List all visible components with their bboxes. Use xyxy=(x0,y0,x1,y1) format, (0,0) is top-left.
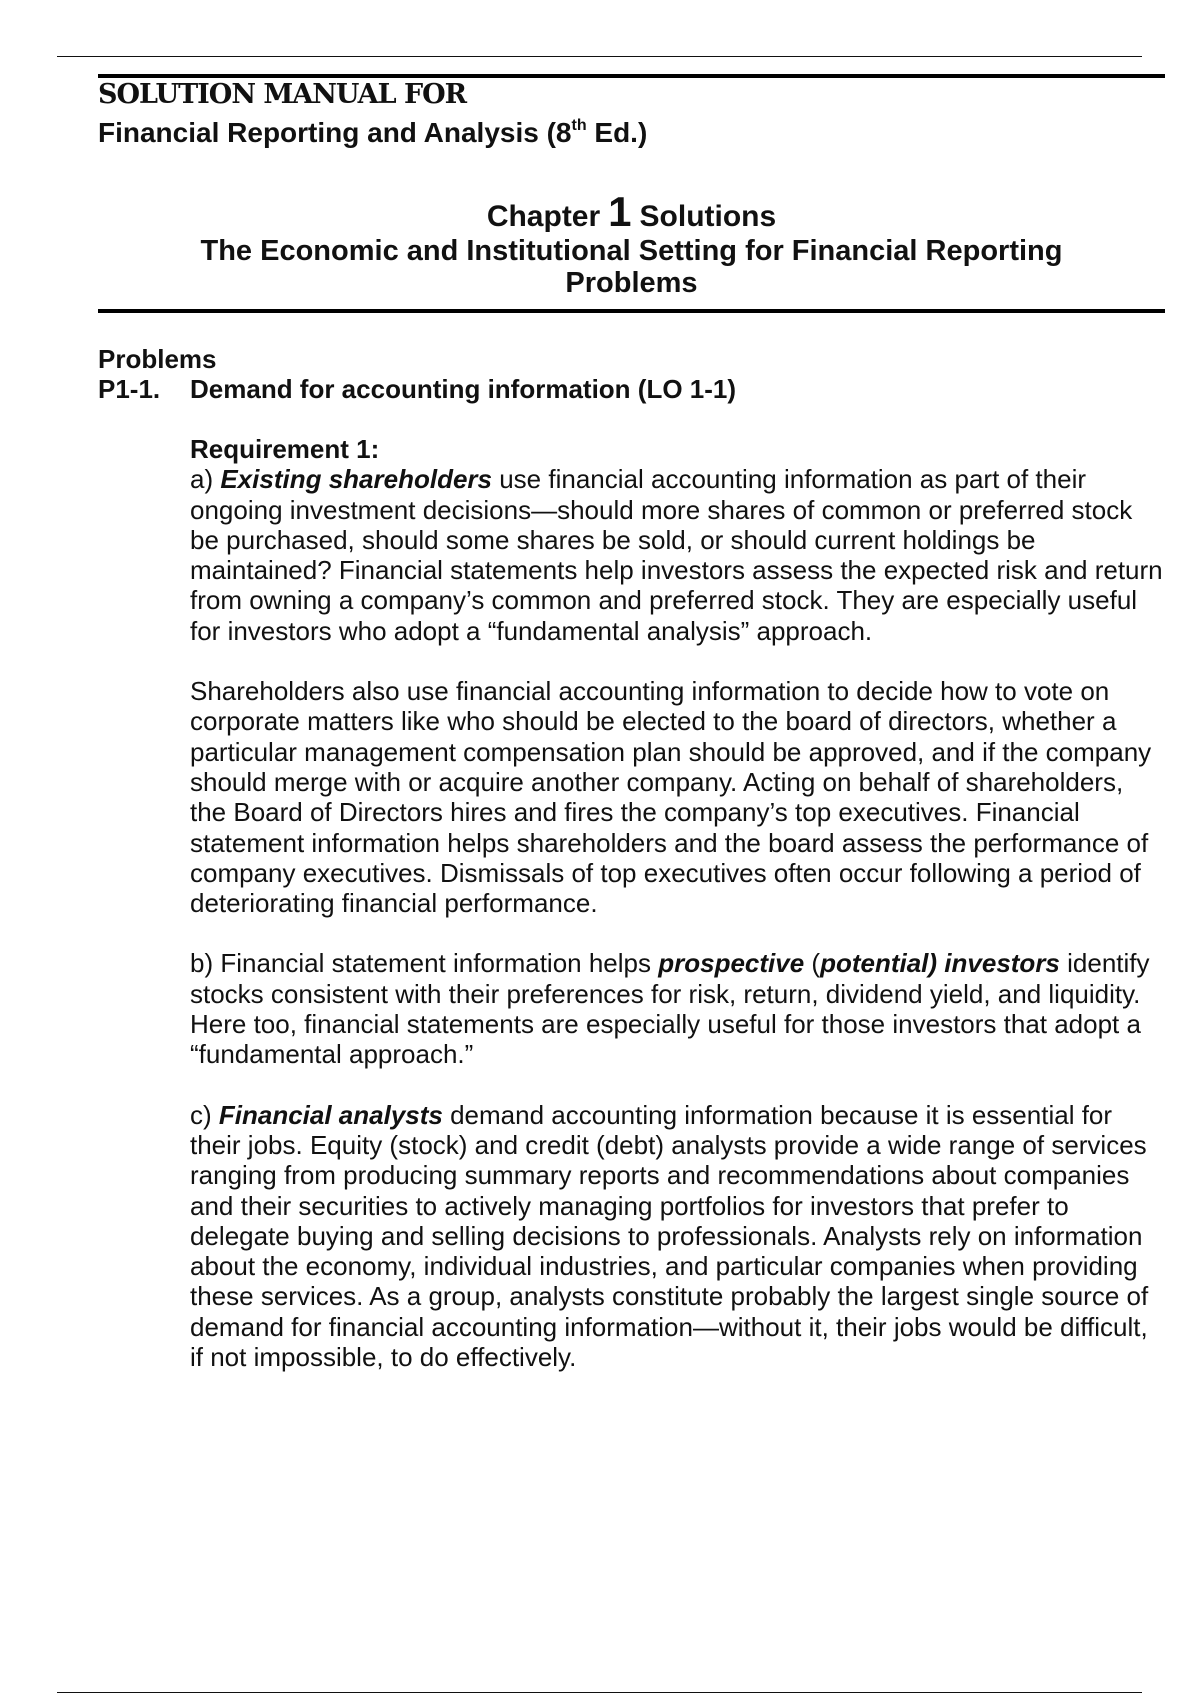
paragraph-a2: Shareholders also use financial accounting information to decide how to vote on corporate matters like who should be elected to the board of directors, whether a particular management compensation plan should be approved, and if the company should merge with or acquire another company. Acting on behalf of shareholders, the Board of Directors hires and fires the company’s top executives. Financial statement information helps shareholders and the board assess the performance of company executives. Dismissals of top executives often occur following a period of deteriorating financial performance. xyxy=(190,676,1152,919)
book-title xyxy=(98,108,647,151)
chapter-label: Chapter xyxy=(486,200,601,233)
section-label: Problems xyxy=(98,344,217,374)
paragraph-b xyxy=(190,948,1165,1069)
bottom-divider xyxy=(57,1692,1142,1693)
manual-title: SOLUTION MANUAL FOR xyxy=(98,79,467,110)
paragraph-b-paren: ( xyxy=(804,948,821,979)
paragraph-c-text: demand accounting information because it is essential for their jobs. Equity (stock) and credit (debt) analysts provide a wide range of services ranging from producing summary reports and recommendations about companies and their securities to actively managing portfolios for investors that prefer to delegate buying and selling decisions to professionals. Analysts rely on information about the economy, individual industries, and particular companies when providing these services. As a group, analysts constitute probably the largest single source of demand for financial accounting information—without it, their jobs would be difficult, if not impossible, to do effectively. xyxy=(190,1099,1149,1373)
paragraph-b-emphasis-2: potential) investors xyxy=(820,948,1060,979)
chapter-rule xyxy=(98,309,1165,313)
problem-heading xyxy=(98,374,736,404)
chapter-number: 1 xyxy=(608,188,632,235)
chapter-solutions-label: Solutions xyxy=(639,200,777,233)
book-title-end: Ed.) xyxy=(586,117,648,148)
paragraph-b-emphasis-1: prospective xyxy=(658,948,805,979)
book-title-main: Financial Reporting and Analysis (8 xyxy=(98,117,572,148)
paragraph-b-text: identify stocks consistent with their preferences for risk, return, dividend yield, and liquidity. Here too, financial statements are especially useful for those investors that adopt a “fundamental approach.” xyxy=(190,948,1150,1070)
paragraph-a xyxy=(190,464,1165,646)
requirement-label: Requirement 1: xyxy=(190,434,380,464)
problem-id: P1-1. xyxy=(98,374,161,404)
paragraph-c-prefix: c) xyxy=(190,1099,219,1130)
paragraph-c-emphasis: Financial analysts xyxy=(218,1099,443,1130)
paragraph-b-prefix: b) Financial statement information helps xyxy=(190,948,659,979)
top-divider xyxy=(57,56,1142,57)
paragraph-a-text: use financial accounting information as part of their ongoing investment decisions—should more shares of common or preferred stock be purchased, should some shares be sold, or should current holdings be maintained? Financial statements help investors assess the expected risk and return from owning a company’s common and preferred stock. They are especially useful for investors who adopt a “fundamental analysis” approach. xyxy=(190,464,1163,646)
problem-title: Demand for accounting information (LO 1-1) xyxy=(190,374,737,404)
paragraph-a-emphasis: Existing shareholders xyxy=(220,464,492,495)
edition-superscript: th xyxy=(571,117,587,134)
chapter-title: The Economic and Institutional Setting for Financial Reporting xyxy=(200,235,1063,267)
chapter-line xyxy=(98,188,1165,235)
paragraph-c xyxy=(190,1100,1165,1373)
chapter-subtitle: Problems xyxy=(565,267,698,299)
chapter-heading xyxy=(98,188,1165,299)
paragraph-a-prefix: a) xyxy=(190,464,221,495)
solution-body xyxy=(190,434,1165,1402)
